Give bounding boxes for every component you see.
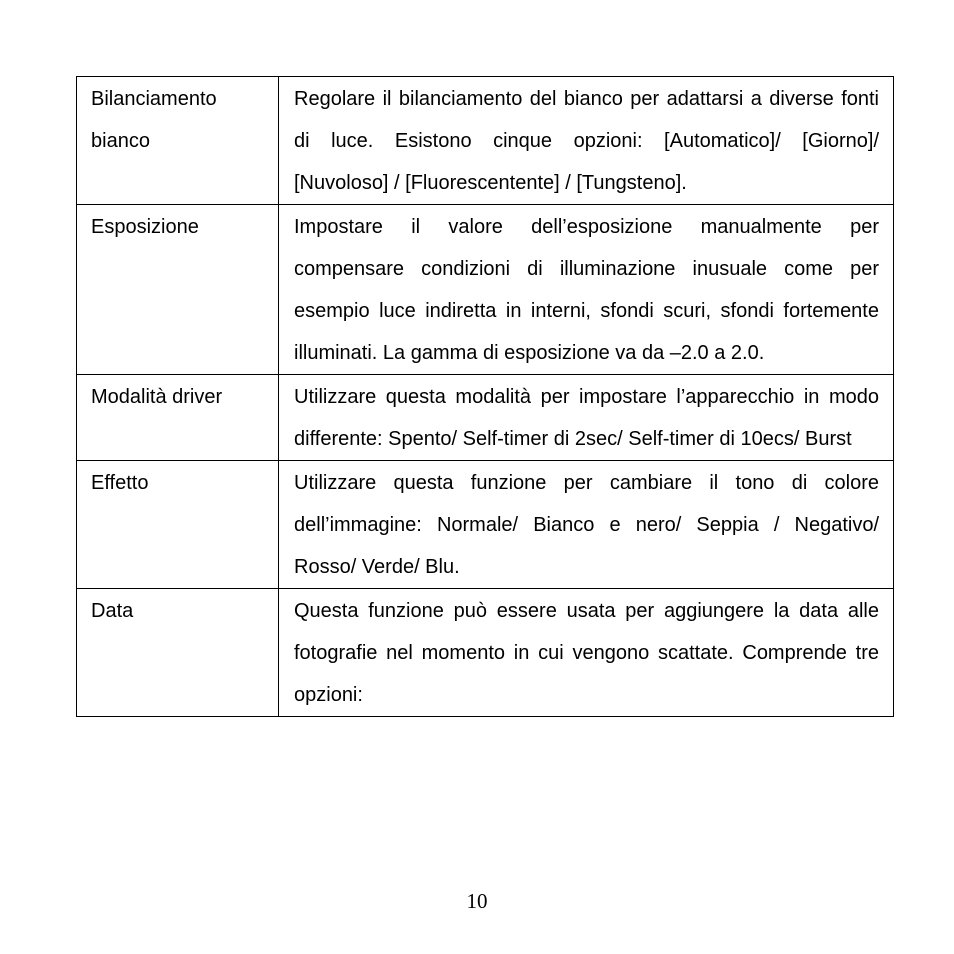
setting-name: Effetto — [91, 472, 149, 494]
table-row — [77, 589, 894, 717]
setting-description: Impostare il valore dell’esposizione manualmente per compensare condizioni di illuminazione inusuale come per esempio luce indiretta in interni, sfondi scuri, sfondi fortemente illuminati. La gamma di esposizione va da –2.0 a 2.0. — [294, 216, 879, 364]
table-row — [77, 205, 894, 375]
settings-table — [76, 76, 894, 717]
setting-name-cell — [77, 375, 279, 461]
table-row — [77, 77, 894, 205]
setting-name-cell — [77, 589, 279, 717]
setting-description-cell — [279, 375, 894, 461]
setting-description: Regolare il bilanciamento del bianco per adattarsi a diverse fonti di luce. Esistono cinque opzioni: [Automatico]/ [Giorno]/ [Nuvoloso] / [Fluorescentente] / [Tungsteno]. — [294, 88, 879, 194]
setting-name-cell — [77, 77, 279, 205]
setting-name: Modalità driver — [91, 386, 223, 408]
page-number: 10 — [466, 889, 488, 913]
setting-name: Esposizione — [91, 216, 199, 238]
setting-description-cell — [279, 205, 894, 375]
setting-description-cell — [279, 589, 894, 717]
setting-name: Data — [91, 600, 134, 622]
setting-description-cell — [279, 461, 894, 589]
setting-description: Utilizzare questa funzione per cambiare il tono di colore dell’immagine: Normale/ Bianco e nero/ Seppia / Negativo/ Rosso/ Verde/ Blu. — [294, 472, 879, 578]
setting-description: Utilizzare questa modalità per impostare l’apparecchio in modo differente: Spento/ Self-timer di 2sec/ Self-timer di 10ecs/ Burst — [294, 386, 879, 450]
table-row — [77, 375, 894, 461]
setting-description: Questa funzione può essere usata per aggiungere la data alle fotografie nel momento in cui vengono scattate. Comprende tre opzioni: — [294, 600, 879, 706]
setting-description-cell — [279, 77, 894, 205]
setting-name: Bilanciamento bianco — [91, 88, 217, 152]
setting-name-cell — [77, 205, 279, 375]
setting-name-cell — [77, 461, 279, 589]
table-row — [77, 461, 894, 589]
